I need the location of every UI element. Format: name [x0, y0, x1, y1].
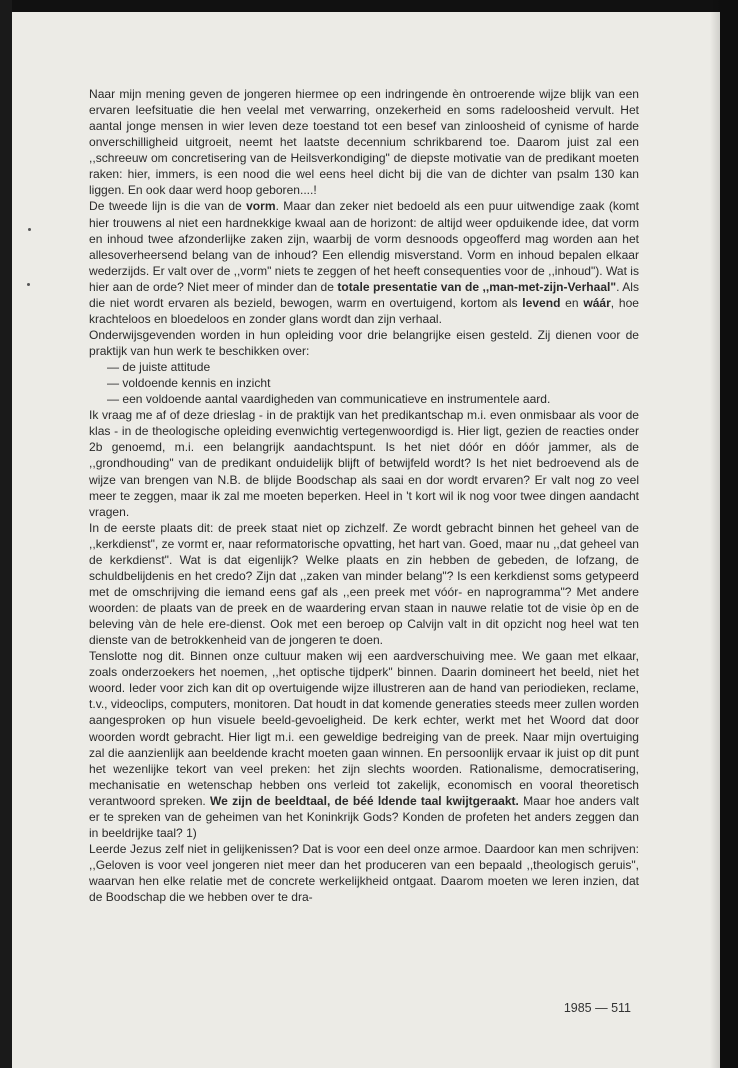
body-text [89, 86, 639, 905]
list-item: — een voldoende aantal vaardigheden van communicatieve en instrumentele aard. [107, 391, 639, 407]
emphasis-waar: wáár [583, 295, 611, 310]
paragraph-1: Naar mijn mening geven de jongeren hiermee op een indringende èn ontroerende wijze blijk van een ervaren leefsituatie die hen veelal met verwarring, onzekerheid en soms radeloosheid vervult. Het aantal jonge mensen in wier leven deze toestand tot een besef van zinloosheid of cynisme of harde onverschilligheid uitgroeit, neemt het laatste decennium schrikbarend toe. Daarom juist zal een ,,schreeuw om concretisering van de Heilsverkondiging" de diepste motivatie van de predikant moeten raken: hier, immers, is een nood die wel eens heel dicht bij die van de dichter van psalm 130 kan liggen. En ook daar werd hoop geboren....! [89, 87, 639, 198]
paragraph-7-gelijkenissen: Leerde Jezus zelf niet in gelijkenissen? Dat is voor een deel onze armoe. Daardoor kan men schrijven: ,,Geloven is voor veel jongeren niet meer dan het produceren van een bepaald ,,theologisch geruis", waarvan hen elke relatie met de concrete werkelijkheid ontgaat. Daarom moeten we leren inzien, dat de Boodschap die we hebben over te dra- [89, 841, 639, 905]
list-item: — voldoende kennis en inzicht [107, 375, 639, 391]
requirements-list [89, 359, 639, 407]
paragraph-4-drieslag: Ik vraag me af of deze drieslag - in de praktijk van het predikantschap m.i. even onmisbaar als voor de klas - in de theologische opleiding evenwichtig vertegenwoordigd is. Hier ligt, gezien de reacties onder 2b genoemd, m.i. een belangrijk aandachtspunt. Is het niet dóór en dóór jammer, als de ,,grondhouding" van de predikant onduidelijk blijft of betwijfeld wordt? Is het niet bedroevend als de wijze van brengen van N.B. de blijde Boodschap als saai en dor wordt ervaren? Er valt nog zo veel meer te zeggen, maar ik zal me moeten beperken. Heel in 't kort wil ik nog voor twee dingen aandacht vragen. [89, 408, 639, 519]
paragraph-6-beeldtaal: Tenslotte nog dit. Binnen onze cultuur maken wij een aardverschuiving mee. We gaan met elkaar, zoals onderzoekers het noemen, ,,het optische tijdperk" binnen. Daarin domineert het beeld, niet het woord. Ieder voor zich kan dit op overtuigende wijze illustreren aan de hand van periodieken, reclame, t.v., videoclips, computers, monitoren. Dat houdt in dat komende generaties steeds meer zullen worden aangesproken op hun visuele beeld-gevoeligheid. De kerk echter, werkt met het Woord dat door woorden wordt gebracht. Hier ligt m.i. een geweldige bedreiging van de preek. Naar mijn overtuiging zal die aanzienlijk aan beeldende kracht moeten gaan winnen. En persoonlijk ervaar ik juist op dit punt het wezenlijke tekort van veel preken: het zijn slechts woorden. Rationalisme, democratisering, mechanisatie en wetenschap hebben ons verleid tot zakelijk, economisch en vooral theoretisch verantwoord spreken. We zijn de beeldtaal, de béé ldende taal kwijtgeraakt. Maar hoe anders valt er te spreken van de geheimen van het Koninkrijk Gods? Konden de profeten het anders zeggen dan in beeldrijke taal? 1) [89, 649, 639, 840]
scan-edge-left [0, 0, 12, 1068]
emphasis-levend: levend [522, 295, 561, 310]
emphasis-totale-presentatie: totale presentatie van de ,,man-met-zijn-Verhaal" [337, 279, 617, 294]
paragraph-5-kerkdienst: In de eerste plaats dit: de preek staat niet op zichzelf. Ze wordt gebracht binnen het geheel van de ,,kerkdienst", ze vormt er, naar reformatorische opvatting, het hart van. Goed, maar nu ,,dat geheel van de kerkdienst". Wat is dat eigenlijk? Welke plaats en zin hebben de gebeden, de lofzang, de schuldbelijdenis en het credo? Zijn dat ,,zaken van minder belang"? Is een kerkdienst soms getypeerd met de omschrijving die iemand eens gaf als ,,een preek met vóór- en naprogramma"? Met andere woorden: de plaats van de preek en de waardering ervan staan in nauwe relatie tot de visie òp en de beleving vàn de hele ere-dienst. Ook met een beroep op Calvijn valt in dit opzicht nog heel wat ten dienste van de betrokkenheid van de jongeren te doen. [89, 520, 639, 648]
page-number: 1985 — 511 [563, 1001, 631, 1015]
page-shadow [710, 0, 720, 1068]
scan-speck [28, 228, 31, 231]
paragraph-3-education: Onderwijsgevenden worden in hun opleiding voor drie belangrijke eisen gesteld. Zij dienen voor de praktijk van hun werk te beschikken over: [89, 327, 639, 358]
scan-speck [27, 283, 30, 286]
emphasis-vorm: vorm [246, 199, 276, 214]
emphasis-beeldtaal: We zijn de beeldtaal, de béé ldende taal kwijtgeraakt. [210, 793, 519, 808]
paragraph-2-form: De tweede lijn is die van de vorm. Maar dan zeker niet bedoeld als een puur uitwendige zaak (komt hier trouwens al niet een hardnekkige kwaal aan de horizont: de altijd weer opduikende idee, dat vorm en inhoud twee afzonderlijke zaken zijn, waarbij de vorm desnoods opgeofferd mag worden aan het allesoverheersend belang van de inhoud? Een ellendig misverstand. Vorm en inhoud bepalen elkaar wederzijds. Er valt over de ,,vorm" niets te zeggen of het heeft consequenties voor de ,,inhoud"). Wat is hier aan de orde? Niet meer of minder dan de totale presentatie van de ,,man-met-zijn-Verhaal". Als die niet wordt ervaren als bezield, bewogen, warm en overtuigend, kortom als levend en wáár, hoe krachteloos en bloedeloos en zonder glans wordt dan zijn verhaal. [89, 199, 640, 326]
scan-edge-right [720, 0, 738, 1068]
scan-edge-top [0, 0, 738, 12]
list-item: — de juiste attitude [107, 359, 639, 375]
